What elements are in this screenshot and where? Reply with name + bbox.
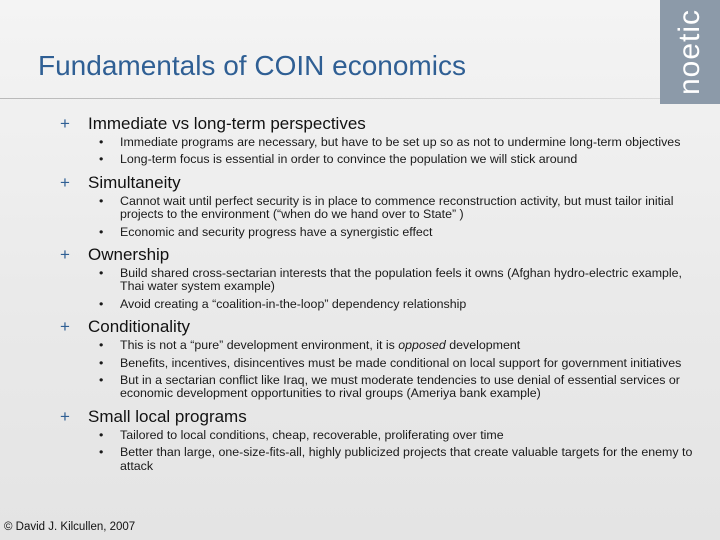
section-heading (0, 112, 720, 136)
bullet-text (120, 338, 520, 352)
bullet-item (0, 446, 720, 473)
bullet-dot-icon: • (99, 224, 104, 239)
bullet-dot-icon: • (99, 338, 104, 353)
bullet-text: Better than large, one-size-fits-all, highly publicized projects that create valuable targets for the enemy to attack (120, 445, 693, 473)
section-ownership (0, 243, 720, 311)
noetic-logo (660, 0, 720, 104)
section-heading-label: Conditionality (88, 317, 191, 337)
title-divider (0, 98, 720, 99)
bullet-dot-icon: • (99, 296, 104, 311)
bullet-text-emphasis: opposed (398, 338, 446, 353)
bullet-item (0, 298, 720, 311)
bullet-list (0, 429, 720, 473)
bullet-item (0, 267, 720, 294)
bullet-item (0, 429, 720, 442)
section-heading (0, 171, 720, 195)
bullet-text-part: development (445, 338, 521, 353)
section-heading (0, 315, 720, 339)
bullet-item (0, 339, 720, 352)
slide-content (0, 112, 720, 477)
bullet-dot-icon: • (99, 355, 104, 370)
section-heading-label: Immediate vs long-term perspectives (88, 114, 366, 133)
bullet-list (0, 339, 720, 401)
bullet-dot-icon: • (99, 152, 104, 167)
plus-bullet-icon: + (60, 114, 70, 133)
section-heading-label: Ownership (88, 245, 170, 265)
title-area (0, 0, 660, 98)
bullet-text: Immediate programs are necessary, but have to be set up so as not to undermine long-term objectives (120, 135, 681, 149)
bullet-dot-icon: • (99, 193, 104, 208)
logo-text: noetic (673, 8, 706, 96)
bullet-dot-icon: • (99, 266, 104, 281)
section-simultaneity (0, 171, 720, 239)
section-heading (0, 405, 720, 429)
plus-bullet-icon: + (60, 317, 70, 337)
plus-bullet-icon: + (60, 172, 70, 192)
bullet-text: Cannot wait until perfect security is in place to commence reconstruction activity, but must tailor initial projects to the environment (“when do we hand over to State” ) (120, 193, 674, 222)
section-heading-label: Small local programs (88, 406, 247, 426)
bullet-text: But in a sectarian conflict like Iraq, we must moderate tendencies to use denial of essential services or economic development opportunities to rival groups (Ameriya bank example) (120, 373, 680, 401)
bullet-item (0, 153, 720, 166)
bullet-item (0, 226, 720, 239)
bullet-text: Build shared cross-sectarian interests that the population feels it owns (Afghan hydro-electric example, Thai water system example) (120, 266, 682, 294)
section-perspectives (0, 112, 720, 167)
section-heading-label: Simultaneity (88, 172, 181, 192)
bullet-text: Economic and security progress have a synergistic effect (120, 224, 433, 239)
bullet-item (0, 374, 720, 401)
bullet-list (0, 136, 720, 167)
bullet-text: Avoid creating a “coalition-in-the-loop” dependency relationship (120, 296, 467, 311)
bullet-text: Long-term focus is essential in order to convince the population we will stick around (120, 152, 578, 167)
bullet-dot-icon: • (99, 445, 104, 460)
plus-bullet-icon: + (60, 406, 70, 426)
bullet-text-part: This is not a “pure” development environment, it is (120, 338, 399, 353)
bullet-list (0, 195, 720, 239)
bullet-item (0, 357, 720, 370)
bullet-dot-icon: • (99, 135, 104, 149)
bullet-text: Benefits, incentives, disincentives must be made conditional on local support for government initiatives (120, 355, 682, 370)
section-conditionality (0, 315, 720, 401)
copyright-footer: © David J. Kilcullen, 2007 (4, 521, 136, 533)
slide-title: Fundamentals of COIN economics (38, 50, 466, 81)
bullet-list (0, 267, 720, 311)
plus-bullet-icon: + (60, 245, 70, 265)
bullet-dot-icon: • (99, 373, 104, 388)
bullet-item (0, 136, 720, 149)
bullet-text: Tailored to local conditions, cheap, recoverable, proliferating over time (120, 427, 504, 442)
bullet-dot-icon: • (99, 427, 104, 442)
section-small-local-programs (0, 405, 720, 473)
section-heading (0, 243, 720, 267)
bullet-item (0, 195, 720, 222)
